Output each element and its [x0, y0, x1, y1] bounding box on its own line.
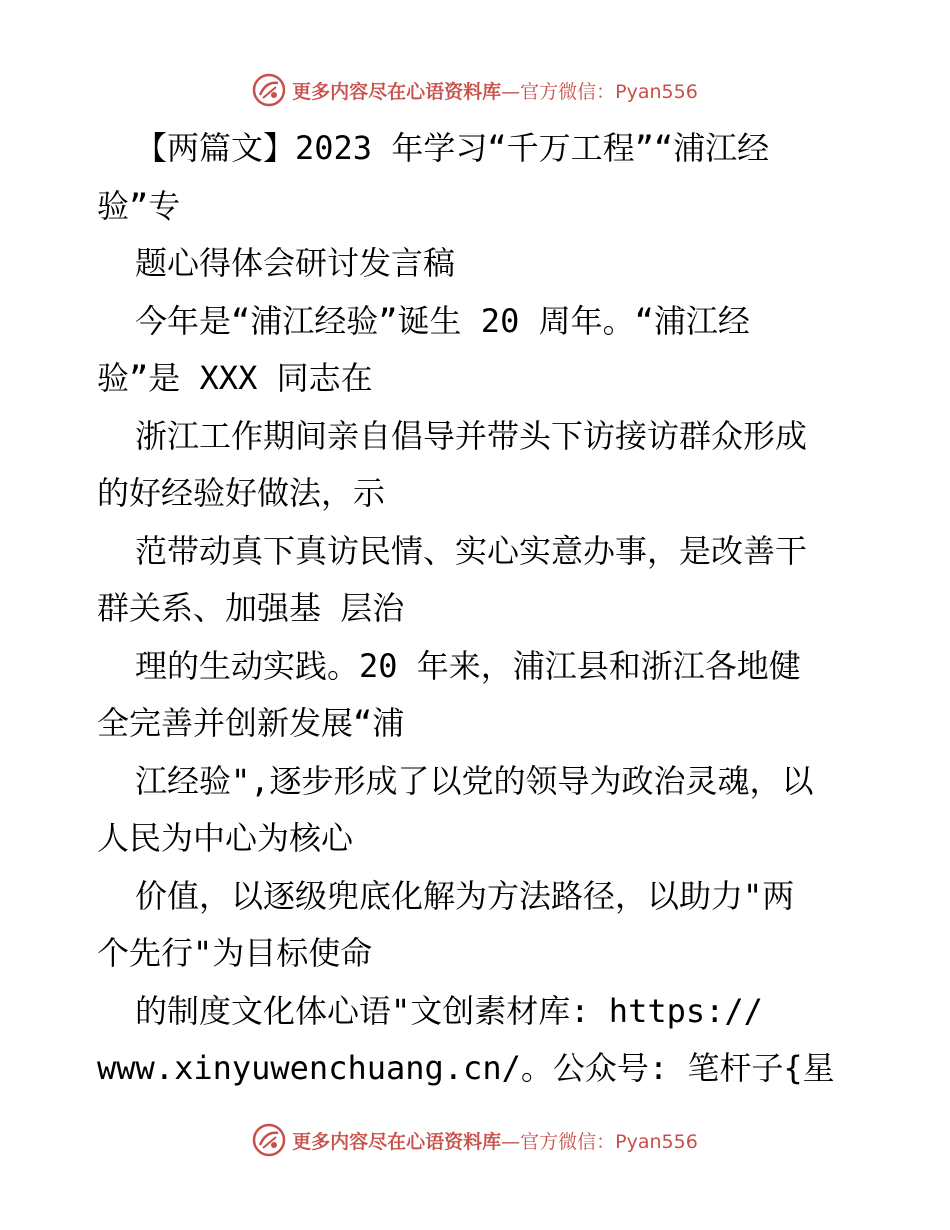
- footer-banner-text: [292, 1127, 698, 1154]
- doc-line-1: 【两篇文】2023 年学习“千万工程”“浦江经: [135, 129, 770, 167]
- header-banner-rest: 官方微信：Pyan556: [520, 80, 698, 103]
- footer-banner-sep: —: [501, 1130, 521, 1153]
- doc-line-2: 验”专: [97, 186, 181, 225]
- doc-line-9: 群关系、加强基 层治: [97, 589, 405, 627]
- document-body: [97, 120, 897, 1098]
- footer-banner-rest: 官方微信：Pyan556: [520, 1130, 698, 1153]
- doc-line-15: 个先行"为目标使命: [97, 934, 373, 972]
- xinyu-logo-icon: [252, 73, 286, 107]
- doc-line-11: 全完善并创新发展“浦: [97, 704, 405, 742]
- doc-line-4: 今年是“浦江经验”诞生 20 周年。“浦江经: [135, 301, 750, 340]
- doc-line-14: 价值，以逐级兜底化解为方法路径，以助力"两: [135, 876, 795, 915]
- doc-line-7: 的好经验好做法，示: [97, 474, 386, 512]
- doc-line-12: 江经验",逐步形成了以党的领导为政治灵魂，以: [135, 761, 814, 800]
- doc-line-17: www.xinyuwenchuang.cn/。公众号: 笔杆子{星: [97, 1049, 835, 1087]
- header-watermark: [0, 70, 950, 110]
- header-banner-main: 更多内容尽在心语资料库: [292, 80, 502, 103]
- footer-banner-main: 更多内容尽在心语资料库: [292, 1130, 502, 1153]
- xinyu-logo-icon: [252, 1123, 286, 1157]
- doc-line-5: 验”是 XXX 同志在: [97, 359, 373, 397]
- header-banner-sep: —: [501, 80, 521, 103]
- doc-line-3: 题心得体会研讨发言稿: [135, 244, 456, 282]
- doc-line-10: 理的生动实践。20 年来，浦江县和浙江各地健: [135, 646, 801, 685]
- doc-line-13: 人民为中心为核心: [97, 819, 354, 857]
- header-banner-text: [292, 77, 698, 104]
- doc-line-6: 浙江工作期间亲自倡导并带头下访接访群众形成: [135, 416, 808, 455]
- footer-watermark: [0, 1120, 950, 1160]
- doc-line-16: 的制度文化体心语"文创素材库: https://: [135, 991, 763, 1030]
- doc-line-8: 范带动真下真访民情、实心实意办事，是改善干: [135, 531, 808, 570]
